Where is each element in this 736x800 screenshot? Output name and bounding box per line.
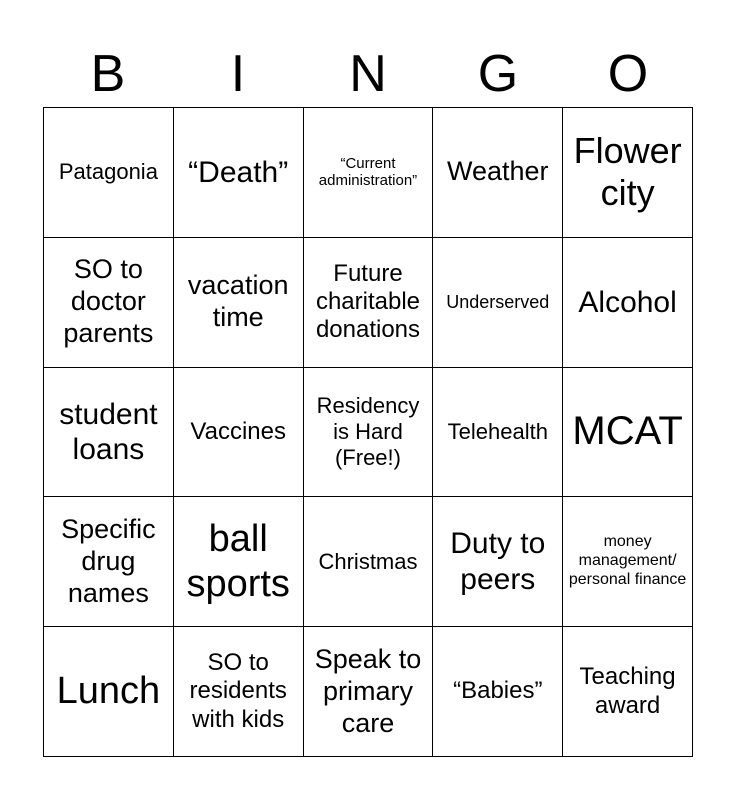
cell-label: student loans [59, 397, 158, 466]
bingo-cell[interactable] [433, 108, 563, 238]
header-letter-n: N [349, 45, 387, 103]
cell-label: Christmas [318, 548, 418, 574]
cell-label: Weather [447, 156, 549, 187]
header-letter-o: O [607, 45, 649, 103]
cell-label: “Death” [188, 155, 289, 189]
cell-label: Lunch [56, 670, 161, 713]
bingo-cell[interactable] [44, 368, 174, 498]
cell-label: “Current administration” [318, 154, 418, 190]
bingo-cell[interactable] [433, 627, 563, 757]
cell-label: Duty to peers [450, 527, 546, 596]
cell-label: Teaching award [579, 663, 676, 719]
cell-label: MCAT [572, 409, 683, 454]
bingo-cell[interactable] [174, 368, 304, 498]
cell-label: Patagonia [58, 159, 158, 185]
bingo-cell[interactable] [563, 108, 693, 238]
header-letter-g: G [477, 45, 519, 103]
cell-label: Speak to primary care [314, 643, 422, 738]
cell-label: Alcohol [578, 285, 677, 319]
cell-label: Underserved [446, 291, 550, 312]
bingo-board [43, 107, 693, 757]
bingo-cell[interactable] [44, 238, 174, 368]
cell-label: money management/ personal finance [568, 533, 687, 589]
bingo-cell[interactable] [174, 108, 304, 238]
cell-label: Vaccines [190, 417, 286, 445]
cell-label: Telehealth [447, 419, 548, 445]
bingo-cell[interactable] [44, 497, 174, 627]
bingo-cell[interactable] [433, 368, 563, 498]
bingo-cell[interactable] [44, 108, 174, 238]
cell-label: Future charitable donations [315, 259, 421, 344]
header-letter-b: B [90, 45, 126, 103]
cell-label: SO to doctor parents [63, 254, 154, 349]
cell-label: Residency is Hard (Free!) [316, 393, 420, 470]
bingo-cell[interactable] [563, 627, 693, 757]
cell-label: ball sports [186, 517, 290, 605]
bingo-cell[interactable] [174, 497, 304, 627]
header-letter-i: I [230, 45, 246, 103]
bingo-cell[interactable] [304, 238, 434, 368]
bingo-cell[interactable] [433, 497, 563, 627]
bingo-cell[interactable] [304, 497, 434, 627]
bingo-cell[interactable] [174, 627, 304, 757]
bingo-cell[interactable] [304, 627, 434, 757]
bingo-cell[interactable] [174, 238, 304, 368]
cell-label: Specific drug names [61, 514, 156, 608]
bingo-cell[interactable] [304, 108, 434, 238]
bingo-cell[interactable] [563, 238, 693, 368]
bingo-cell[interactable] [44, 627, 174, 757]
cell-label: Flower city [573, 129, 682, 214]
cell-label: vacation time [187, 270, 289, 333]
bingo-cell[interactable] [304, 368, 434, 498]
bingo-cell[interactable] [433, 238, 563, 368]
bingo-cell[interactable] [563, 368, 693, 498]
cell-label: “Babies” [453, 677, 543, 705]
cell-label: SO to residents with kids [189, 649, 287, 733]
bingo-cell[interactable] [563, 497, 693, 627]
bingo-header [43, 40, 693, 108]
